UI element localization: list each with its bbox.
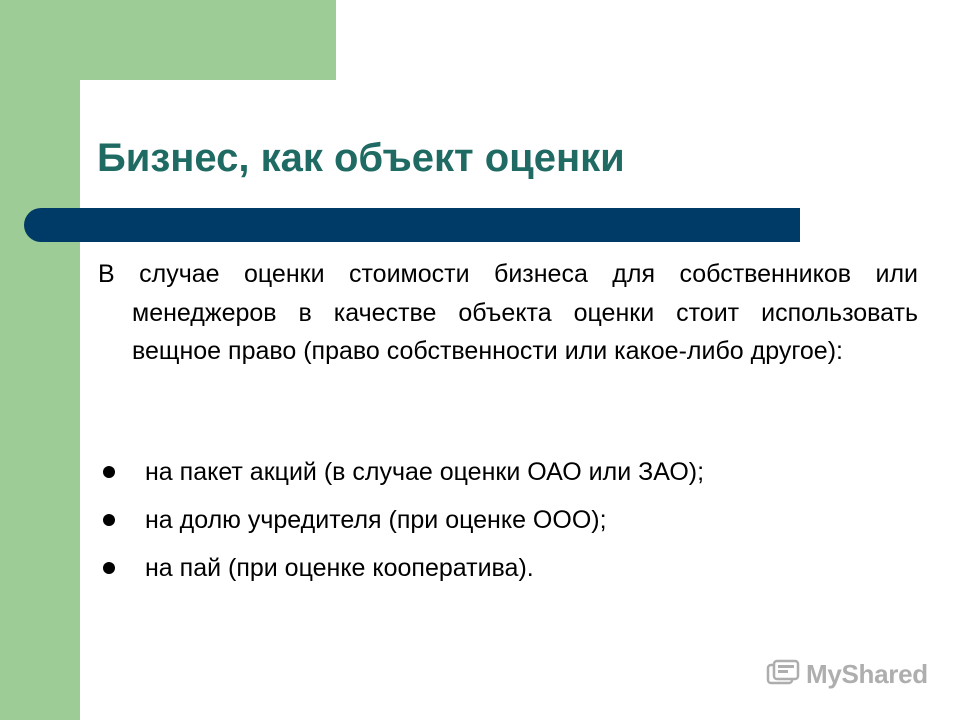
slide-title: Бизнес, как объект оценки <box>97 136 625 180</box>
body-paragraph: В случае оценки стоимости бизнеса для собственников или менеджеров в качестве объекта оценки стоит использовать вещное право (право собственности или какое-либо другое): <box>98 260 918 365</box>
top-decorative-band <box>0 0 336 80</box>
title-underline-bar <box>24 208 800 242</box>
myshared-watermark <box>766 658 928 690</box>
bullet-dot-icon <box>103 562 115 574</box>
slides-logo-icon <box>766 659 800 689</box>
watermark-text: MyShared <box>806 658 928 689</box>
left-decorative-band <box>0 0 80 720</box>
bullet-dot-icon <box>103 466 115 478</box>
bullet-text: на пакет акций (в случае оценки ОАО или ЗАО); <box>145 458 705 486</box>
bullet-text: на пай (при оценке кооператива). <box>145 554 534 582</box>
bullet-dot-icon <box>103 514 115 526</box>
bullet-text: на долю учредителя (при оценке ООО); <box>145 506 607 534</box>
